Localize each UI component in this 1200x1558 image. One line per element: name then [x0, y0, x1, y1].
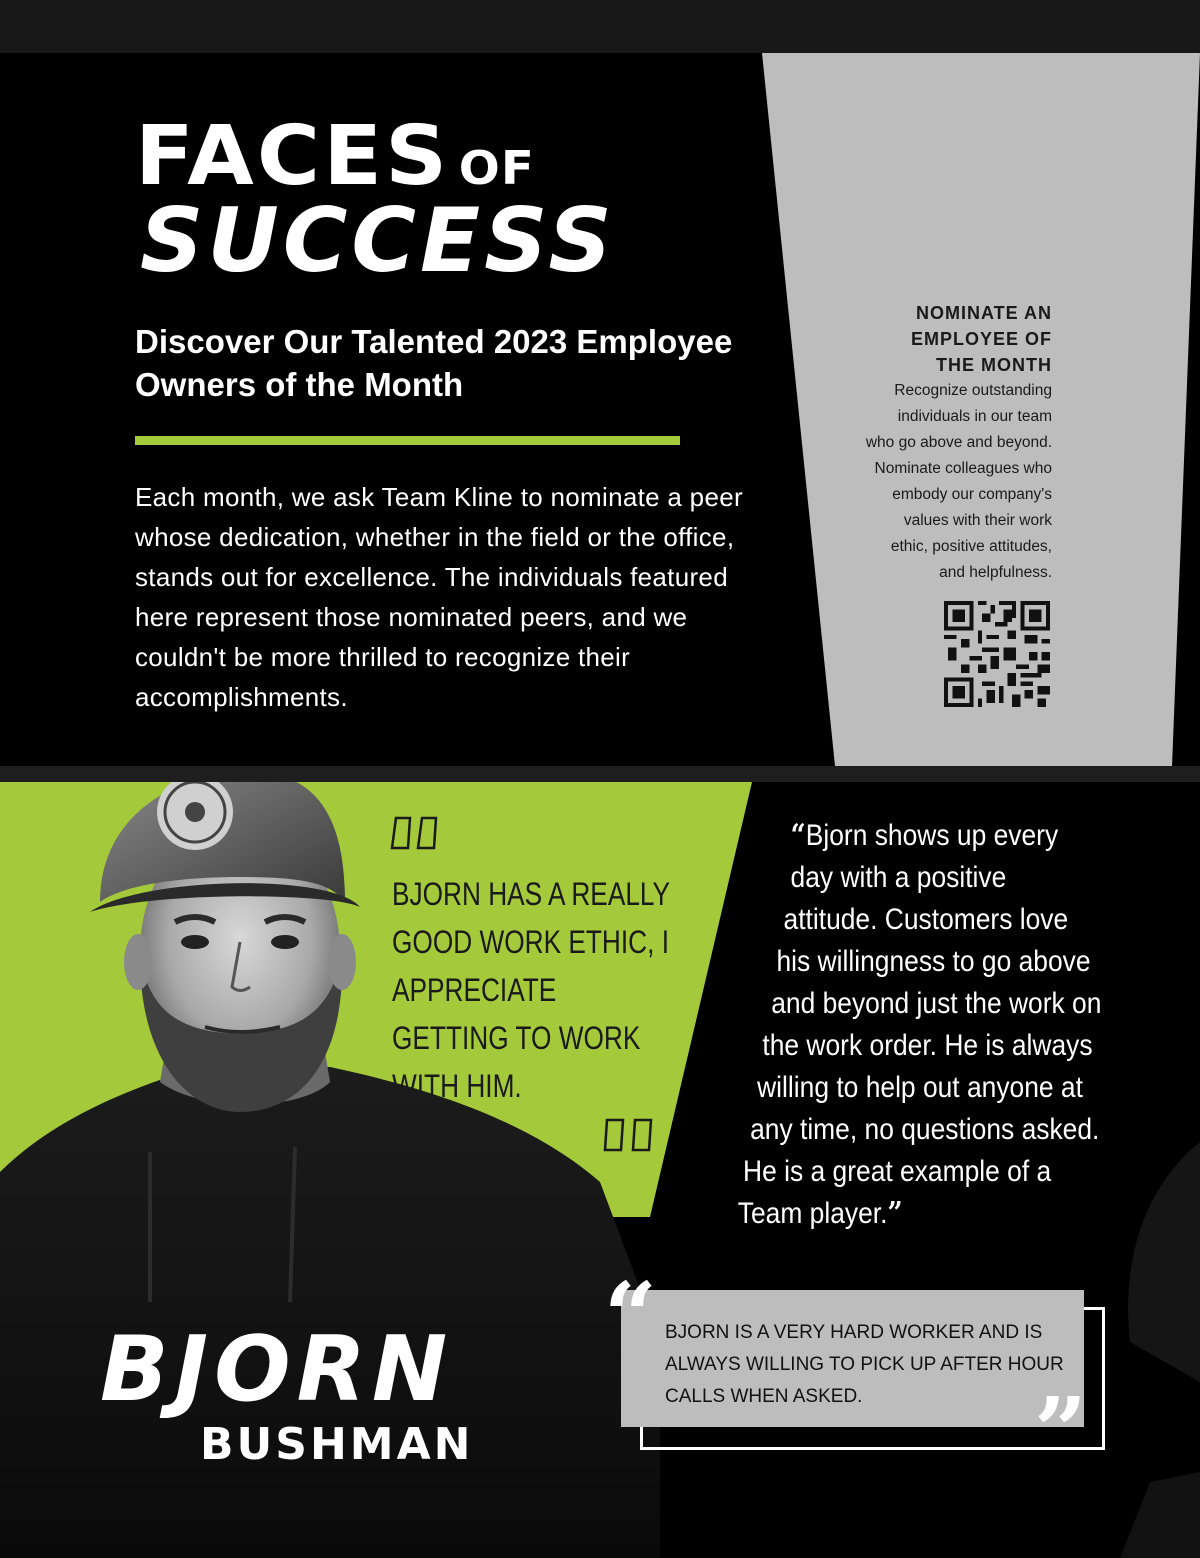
quote-3-text: BJORN IS A VERY HARD WORKER AND IS ALWAYS WILLING TO PICK UP AFTER HOUR CALLS WHEN ASKED.	[665, 1322, 1064, 1407]
page-title-line2: SUCCESS	[140, 189, 616, 292]
quote-1-text: BJORN HAS A REALLY GOOD WORK ETHIC, I APPRECIATE GETTING TO WORK WITH HIM.	[392, 876, 670, 1104]
title-faces: FACES	[135, 109, 451, 204]
section-divider	[0, 766, 1200, 782]
quote-close-icon	[603, 1118, 657, 1152]
nominate-text-block	[822, 300, 1052, 586]
quote-open-icon	[390, 816, 442, 850]
quote-open-mark: “	[790, 818, 806, 853]
employee-first-name: BJORN	[100, 1317, 454, 1422]
page-subtitle: Discover Our Talented 2023 Employee Owners of the Month	[135, 323, 733, 403]
quote-3-close-icon: ”	[1034, 1377, 1087, 1485]
top-strip	[0, 0, 1200, 53]
employee-last-name: BUSHMAN	[200, 1419, 474, 1470]
accent-divider	[135, 436, 680, 445]
nominate-title: NOMINATE AN EMPLOYEE OF THE MONTH	[910, 303, 1052, 375]
quote-close-mark: ”	[887, 1196, 903, 1231]
quote-3-open-icon: “	[604, 1262, 657, 1370]
nominate-body: Recognize outstanding individuals in our team who go above and beyond. Nominate colleagues who embody our company's values with their work ethic, positive attitudes, and helpfulness.	[865, 382, 1052, 581]
quote-2-text: “Bjorn shows up every day with a positive attitude. Customers love his willingness to go above and beyond just the work on the work order. He is always willing to help out anyone at any time, no questions asked. He is a great example of a Team player.”	[737, 818, 1102, 1231]
title-of: OF	[458, 141, 535, 195]
qr-code[interactable]	[944, 601, 1050, 707]
intro-paragraph: Each month, we ask Team Kline to nominate a peer whose dedication, whether in the field or the office, stands out for excellence. The individuals featured here represent those nominated peers, and we couldn't be more thrilled to recognize their accomplishments.	[135, 482, 743, 712]
